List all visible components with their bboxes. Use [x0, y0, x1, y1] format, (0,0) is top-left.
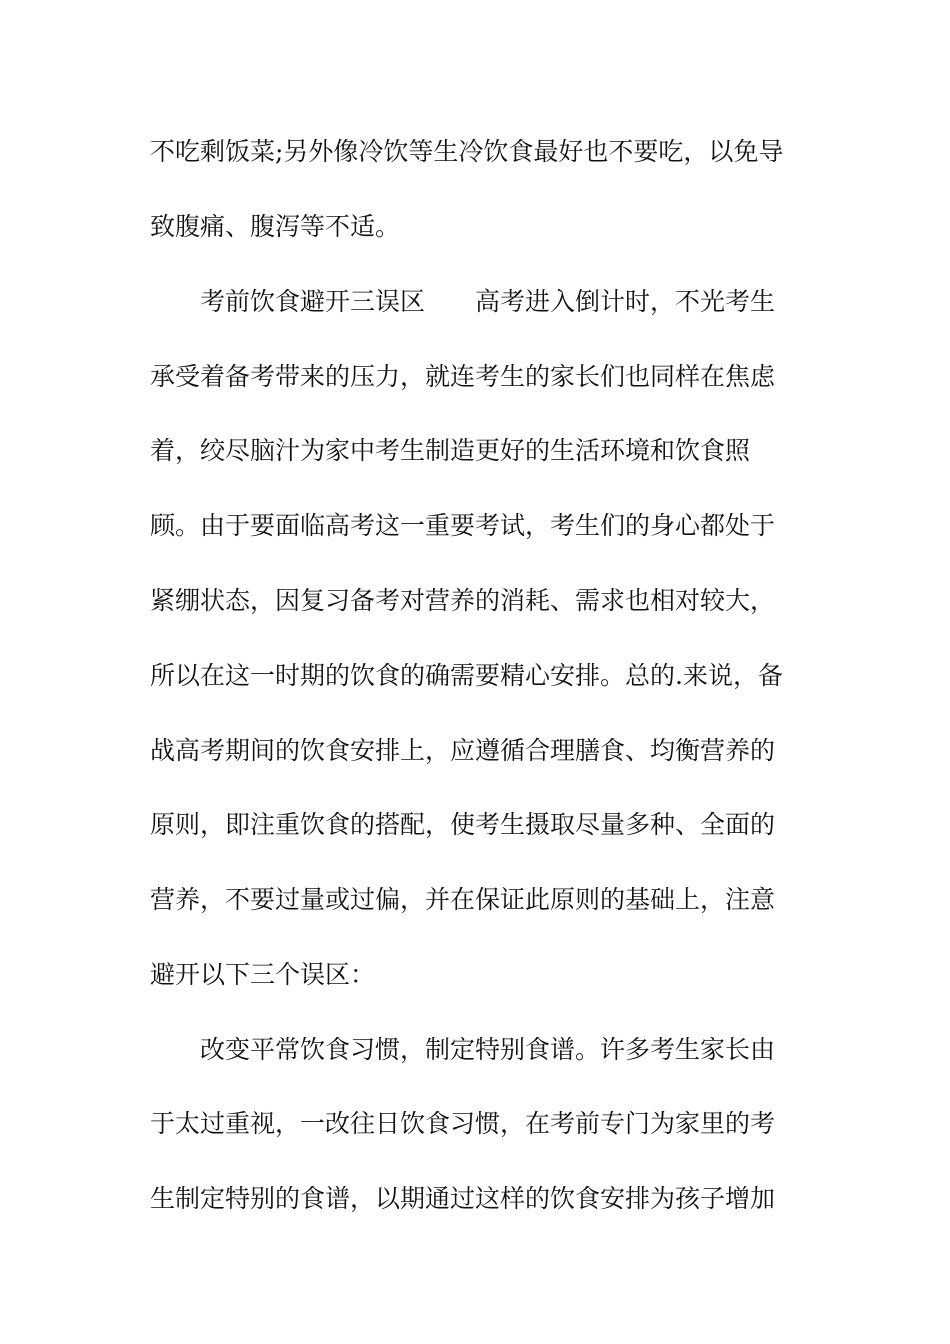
text-line: 承受着备考带来的压力，就连考生的家长们也同样在焦虑	[150, 362, 776, 391]
text-line: 紧绷状态，因复习备考对营养的消耗、需求也相对较大，	[150, 586, 776, 615]
text-line: 原则，即注重饮食的搭配，使考生摄取尽量多种、全面的	[150, 810, 776, 839]
text-line: 营养，不要过量或过偏，并在保证此原则的基础上，注意	[150, 885, 776, 914]
text-line: 着，绞尽脑汁为家中考生制造更好的生活环境和饮食照	[150, 436, 751, 465]
text-line: 战高考期间的饮食安排上，应遵循合理膳食、均衡营养的	[150, 736, 776, 765]
text-line: 致腹痛、腹泻等不适。	[150, 212, 401, 241]
text-line: 改变平常饮食习惯，制定特别食谱。许多考生家长由	[150, 1035, 776, 1064]
text-line: 生制定特别的食谱，以期通过这样的饮食安排为孩子增加	[150, 1184, 776, 1213]
text-line: 于太过重视，一改往日饮食习惯，在考前专门为家里的考	[150, 1109, 776, 1138]
text-line: 顾。由于要面临高考这一重要考试，考生们的身心都处于	[150, 511, 776, 540]
text-line: 考前饮食避开三误区 高考进入倒计时，不光考生	[150, 287, 776, 316]
text-line: 避开以下三个误区：	[150, 960, 376, 989]
text-line: 所以在这一时期的饮食的确需要精心安排。总的.来说，备	[150, 661, 783, 690]
text-line: 不吃剩饭菜;另外像冷饮等生冷饮食最好也不要吃，以免导	[150, 137, 784, 166]
